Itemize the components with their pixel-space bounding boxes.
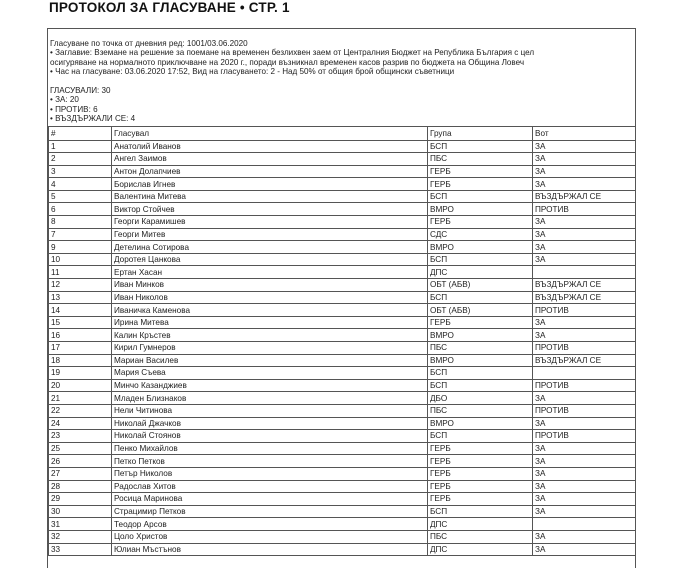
vote-value: ВЪЗДЪРЖАЛ СЕ [533, 354, 636, 367]
table-row [49, 530, 636, 543]
table-row [49, 404, 636, 417]
voter-name: Детелина Сотирова [112, 241, 428, 254]
voter-name: Страцимир Петков [112, 505, 428, 518]
page-title: ПРОТОКОЛ ЗА ГЛАСУВАНЕ • СТР. 1 [49, 0, 290, 15]
voter-name: Ирина Митева [112, 316, 428, 329]
row-number: 27 [49, 467, 112, 480]
title-line-continued: осигуряване на нормалното приключване на 2020 г., поради възникнал временен касов разрив по бюджета на Община Ловеч [50, 57, 525, 67]
voter-name: Виктор Стойчев [112, 203, 428, 216]
vote-value: ЗА [533, 467, 636, 480]
row-number: 28 [49, 480, 112, 493]
table-row [49, 216, 636, 229]
row-number: 24 [49, 417, 112, 430]
voter-name: Иваничка Каменова [112, 304, 428, 317]
vote-value [533, 367, 636, 380]
voter-name: Ертан Хасан [112, 266, 428, 279]
row-number: 1 [49, 140, 112, 153]
against-count: • ПРОТИВ: 6 [50, 104, 98, 114]
row-number: 32 [49, 530, 112, 543]
voter-group: ГЕРБ [428, 467, 533, 480]
voter-name: Пенко Михайлов [112, 442, 428, 455]
row-number: 9 [49, 241, 112, 254]
voter-group: ВМРО [428, 241, 533, 254]
voter-name: Нели Читинова [112, 404, 428, 417]
voter-group: ПБС [428, 530, 533, 543]
row-number: 20 [49, 379, 112, 392]
table-row [49, 442, 636, 455]
table-header-row [49, 127, 636, 141]
voter-name: Георги Митев [112, 228, 428, 241]
voter-name: Борислав Игнев [112, 178, 428, 191]
voter-group: ОБТ (АБВ) [428, 279, 533, 292]
table-row [49, 417, 636, 430]
row-number: 29 [49, 493, 112, 506]
voter-group: ПБС [428, 404, 533, 417]
voter-group: ДПС [428, 543, 533, 556]
voter-name: Мариан Василев [112, 354, 428, 367]
voter-group: ГЕРБ [428, 493, 533, 506]
vote-value: ЗА [533, 543, 636, 556]
vote-value: ПРОТИВ [533, 404, 636, 417]
vote-value: ВЪЗДЪРЖАЛ СЕ [533, 279, 636, 292]
table-row [49, 203, 636, 216]
voter-group: БСП [428, 430, 533, 443]
row-number: 8 [49, 216, 112, 229]
table-row [49, 467, 636, 480]
vote-value: ЗА [533, 417, 636, 430]
vote-value: ЗА [533, 530, 636, 543]
table-row [49, 266, 636, 279]
column-header-vote: Вот [533, 127, 636, 141]
row-number: 26 [49, 455, 112, 468]
abstained-count: • ВЪЗДЪРЖАЛИ СЕ: 4 [50, 114, 136, 124]
table-row [49, 518, 636, 531]
row-number: 18 [49, 354, 112, 367]
voter-name: Мария Съева [112, 367, 428, 380]
vote-value: ЗА [533, 505, 636, 518]
row-number: 33 [49, 543, 112, 556]
voter-group: ГЕРБ [428, 178, 533, 191]
vote-value [533, 266, 636, 279]
table-row [49, 329, 636, 342]
row-number: 25 [49, 442, 112, 455]
vote-value: ЗА [533, 241, 636, 254]
vote-value: ЗА [533, 228, 636, 241]
table-row [49, 140, 636, 153]
row-number: 15 [49, 316, 112, 329]
voter-name: Николай Стоянов [112, 430, 428, 443]
voter-group: БСП [428, 505, 533, 518]
voter-group: ДПС [428, 518, 533, 531]
table-row [49, 493, 636, 506]
voter-name: Иван Николов [112, 291, 428, 304]
column-header-number: # [49, 127, 112, 141]
row-number: 6 [49, 203, 112, 216]
row-number: 14 [49, 304, 112, 317]
table-body [49, 140, 636, 556]
table-row [49, 228, 636, 241]
voter-name: Доротея Цанкова [112, 253, 428, 266]
voter-group: БСП [428, 291, 533, 304]
vote-value: ЗА [533, 253, 636, 266]
row-number: 5 [49, 190, 112, 203]
voter-group: ГЕРБ [428, 165, 533, 178]
vote-value: ЗА [533, 442, 636, 455]
vote-value: ПРОТИВ [533, 342, 636, 355]
votes-table [48, 126, 636, 556]
table-row [49, 291, 636, 304]
voter-group: БСП [428, 190, 533, 203]
vote-value: ЗА [533, 493, 636, 506]
table-row [49, 342, 636, 355]
voter-group: БСП [428, 253, 533, 266]
voter-group: ОБТ (АБВ) [428, 304, 533, 317]
table-row [49, 367, 636, 380]
voter-group: ГЕРБ [428, 480, 533, 493]
table-row [49, 304, 636, 317]
vote-value: ЗА [533, 153, 636, 166]
vote-value: ПРОТИВ [533, 379, 636, 392]
row-number: 3 [49, 165, 112, 178]
voter-name: Антон Долапчиев [112, 165, 428, 178]
vote-value: ПРОТИВ [533, 203, 636, 216]
row-number: 19 [49, 367, 112, 380]
voter-group: ДПС [428, 266, 533, 279]
row-number: 17 [49, 342, 112, 355]
table-row [49, 392, 636, 405]
voter-name: Радослав Хитов [112, 480, 428, 493]
voter-group: ВМРО [428, 354, 533, 367]
row-number: 21 [49, 392, 112, 405]
voter-name: Младен Близнаков [112, 392, 428, 405]
voter-group: СДС [428, 228, 533, 241]
row-number: 23 [49, 430, 112, 443]
title-line: • Заглавие: Вземане на решение за поемане на временен безлихвен заем от Централния Бюджет на Република България с цел [50, 48, 535, 58]
vote-counts [50, 86, 135, 124]
voter-group: ГЕРБ [428, 442, 533, 455]
table-row [49, 430, 636, 443]
voter-name: Теодор Арсов [112, 518, 428, 531]
voter-name: Юлиан Мъстънов [112, 543, 428, 556]
voter-name: Петко Петков [112, 455, 428, 468]
row-number: 30 [49, 505, 112, 518]
voter-name: Валентина Митева [112, 190, 428, 203]
vote-info [50, 39, 634, 77]
row-number: 2 [49, 153, 112, 166]
table-row [49, 241, 636, 254]
voter-group: БСП [428, 379, 533, 392]
vote-value: ПРОТИВ [533, 430, 636, 443]
vote-value: ЗА [533, 329, 636, 342]
vote-value: ЗА [533, 216, 636, 229]
table-row [49, 190, 636, 203]
voter-name: Иван Минков [112, 279, 428, 292]
voter-group: ГЕРБ [428, 455, 533, 468]
vote-value: ВЪЗДЪРЖАЛ СЕ [533, 291, 636, 304]
row-number: 31 [49, 518, 112, 531]
vote-value: ЗА [533, 455, 636, 468]
voter-group: ДБО [428, 392, 533, 405]
vote-value [533, 518, 636, 531]
for-count: • ЗА: 20 [50, 95, 79, 105]
table-row [49, 505, 636, 518]
vote-value: ЗА [533, 165, 636, 178]
voter-name: Анатолий Иванов [112, 140, 428, 153]
column-header-group: Група [428, 127, 533, 141]
row-number: 11 [49, 266, 112, 279]
voter-group: ПБС [428, 342, 533, 355]
row-number: 10 [49, 253, 112, 266]
voter-group: ВМРО [428, 417, 533, 430]
table-row [49, 279, 636, 292]
voter-name: Кирил Гумнеров [112, 342, 428, 355]
voter-group: ВМРО [428, 203, 533, 216]
table-row [49, 543, 636, 556]
voter-group: ГЕРБ [428, 216, 533, 229]
voter-name: Николай Джачков [112, 417, 428, 430]
row-number: 13 [49, 291, 112, 304]
voter-name: Росица Маринова [112, 493, 428, 506]
agenda-item-line: Гласуване по точка от дневния ред: 1001/03.06.2020 [50, 39, 248, 48]
voter-group: БСП [428, 140, 533, 153]
table-row [49, 153, 636, 166]
table-row [49, 253, 636, 266]
table-row [49, 354, 636, 367]
vote-value: ПРОТИВ [533, 304, 636, 317]
column-header-voter: Гласувал [112, 127, 428, 141]
voter-name: Минчо Казанджиев [112, 379, 428, 392]
voter-group: ВМРО [428, 329, 533, 342]
vote-value: ЗА [533, 178, 636, 191]
row-number: 12 [49, 279, 112, 292]
voter-name: Георги Карамишев [112, 216, 428, 229]
voter-name: Цоло Христов [112, 530, 428, 543]
table-row [49, 455, 636, 468]
voter-name: Петър Николов [112, 467, 428, 480]
voter-group: ГЕРБ [428, 316, 533, 329]
vote-time-line: • Час на гласуване: 03.06.2020 17:52, Вид на гласуването: 2 - Над 50% от общия брой общински съветници [50, 67, 455, 77]
vote-value: ЗА [533, 316, 636, 329]
voter-group: ПБС [428, 153, 533, 166]
row-number: 16 [49, 329, 112, 342]
table-row [49, 379, 636, 392]
vote-value: ВЪЗДЪРЖАЛ СЕ [533, 190, 636, 203]
voter-group: БСП [428, 367, 533, 380]
row-number: 22 [49, 404, 112, 417]
vote-value: ЗА [533, 392, 636, 405]
vote-value: ЗА [533, 140, 636, 153]
table-row [49, 316, 636, 329]
row-number: 4 [49, 178, 112, 191]
voter-name: Калин Кръстев [112, 329, 428, 342]
voted-count: ГЛАСУВАЛИ: 30 [50, 86, 111, 95]
row-number: 7 [49, 228, 112, 241]
vote-value: ЗА [533, 480, 636, 493]
voter-name: Ангел Заимов [112, 153, 428, 166]
table-row [49, 178, 636, 191]
table-row [49, 165, 636, 178]
table-row [49, 480, 636, 493]
